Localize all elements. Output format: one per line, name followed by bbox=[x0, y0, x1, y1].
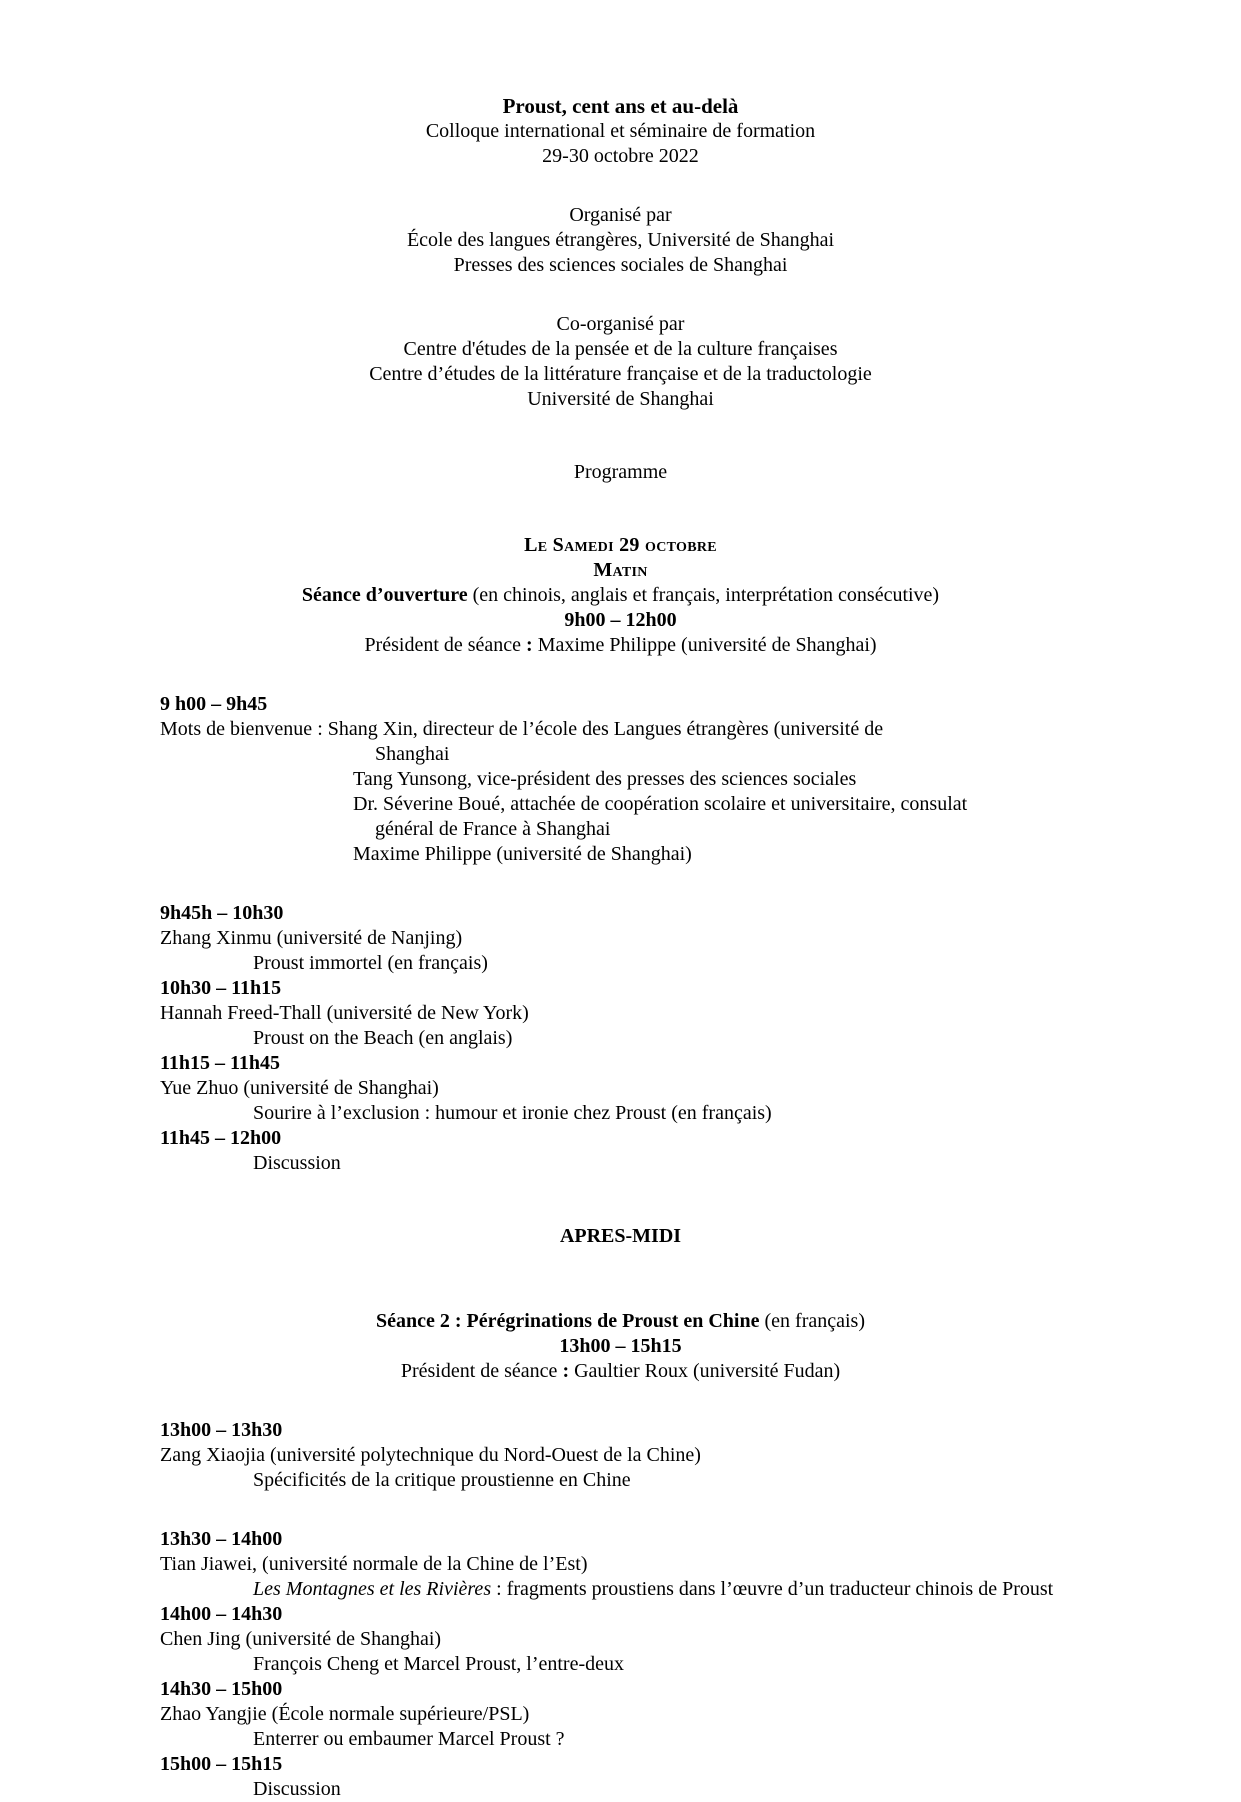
opening-session-time: 9h00 – 12h00 bbox=[564, 609, 677, 631]
chair-label: Président de séance bbox=[364, 634, 522, 656]
opening-session-note: (en chinois, anglais et français, interprétation consécutive) bbox=[467, 584, 940, 606]
coorganizer-line: Centre d’études de la littérature française et de la traductologie bbox=[369, 363, 872, 385]
coorganized-by-label: Co-organisé par bbox=[556, 313, 685, 335]
talk-title-line: François Cheng et Marcel Proust, l’entre-deux bbox=[253, 1653, 625, 1675]
talk-title-rest: : fragments proustiens dans l’œuvre d’un traducteur chinois de Proust bbox=[491, 1578, 1054, 1600]
slot-time-label: 10h30 – 11h15 bbox=[160, 977, 282, 999]
time-slot bbox=[160, 1752, 1081, 1802]
page-subtitle: Colloque international et séminaire de formation bbox=[425, 120, 816, 142]
afternoon-heading: APRES-MIDI bbox=[559, 1225, 682, 1247]
session2-title: Séance 2 : Pérégrinations de Proust en Chine bbox=[376, 1310, 760, 1332]
coorganizer-line: Centre d'études de la pensée et de la culture françaises bbox=[403, 338, 838, 360]
time-slot bbox=[160, 1126, 1081, 1176]
speaker-line: Chen Jing (université de Shanghai) bbox=[160, 1628, 442, 1650]
speaker-line: Zang Xiaojia (université polytechnique du Nord-Ouest de la Chine) bbox=[160, 1444, 701, 1466]
welcome-line: Shanghai bbox=[375, 743, 450, 765]
slot-time-label: 14h30 – 15h00 bbox=[160, 1678, 283, 1700]
programme-heading: Programme bbox=[573, 461, 668, 483]
page-dates: 29-30 octobre 2022 bbox=[542, 145, 699, 167]
session-chair bbox=[160, 1359, 1081, 1384]
opening-session-title-line bbox=[160, 583, 1081, 608]
speaker-line: Yue Zhuo (université de Shanghai) bbox=[160, 1077, 439, 1099]
talk-title-line bbox=[160, 1577, 1081, 1602]
speaker-line: Zhang Xinmu (université de Nanjing) bbox=[160, 927, 463, 949]
time-slot bbox=[160, 1527, 1081, 1602]
opening-session-title: Séance d’ouverture bbox=[301, 584, 468, 606]
coorganizer-line: Université de Shanghai bbox=[527, 388, 714, 410]
speaker-line: Tian Jiawei, (université normale de la Chine de l’Est) bbox=[160, 1553, 588, 1575]
page-title: Proust, cent ans et au-delà bbox=[502, 94, 739, 118]
slot-time-label: 11h45 – 12h00 bbox=[160, 1127, 282, 1149]
organized-by-label: Organisé par bbox=[569, 204, 672, 226]
time-slot bbox=[160, 692, 1081, 867]
discussion-line: Discussion bbox=[253, 1778, 341, 1800]
chair-name: Maxime Philippe (université de Shanghai) bbox=[537, 634, 877, 656]
slot-time-label: 13h00 – 13h30 bbox=[160, 1419, 283, 1441]
talk-title-line: Sourire à l’exclusion : humour et ironie chez Proust (en français) bbox=[253, 1102, 772, 1124]
time-slot bbox=[160, 901, 1081, 976]
slot-time-label: 15h00 – 15h15 bbox=[160, 1753, 283, 1775]
talk-title-line: Spécificités de la critique proustienne en Chine bbox=[253, 1469, 631, 1491]
time-slot bbox=[160, 1602, 1081, 1677]
morning-heading: Matin bbox=[593, 559, 648, 581]
chair-name: Gaultier Roux (université Fudan) bbox=[574, 1360, 841, 1382]
session2-title-line bbox=[160, 1309, 1081, 1334]
slot-time-label: 9h45h – 10h30 bbox=[160, 902, 284, 924]
speaker-line: Hannah Freed-Thall (université de New York) bbox=[160, 1002, 529, 1024]
discussion-line: Discussion bbox=[253, 1152, 341, 1174]
slot-time-label: 13h30 – 14h00 bbox=[160, 1528, 283, 1550]
time-slot bbox=[160, 976, 1081, 1051]
slot-time-label: 9 h00 – 9h45 bbox=[160, 693, 268, 715]
welcome-line: Maxime Philippe (université de Shanghai) bbox=[353, 843, 692, 865]
session-chair bbox=[160, 633, 1081, 658]
talk-title-italic: Les Montagnes et les Rivières bbox=[253, 1578, 492, 1600]
talk-title-line: Enterrer ou embaumer Marcel Proust ? bbox=[253, 1728, 565, 1750]
slot-time-label: 14h00 – 14h30 bbox=[160, 1603, 283, 1625]
session2-time: 13h00 – 15h15 bbox=[559, 1335, 682, 1357]
talk-title-line: Proust on the Beach (en anglais) bbox=[253, 1027, 513, 1049]
chair-colon: : bbox=[526, 634, 533, 656]
organizer-line: École des langues étrangères, Université de Shanghai bbox=[406, 229, 835, 251]
welcome-line: Tang Yunsong, vice-président des presses des sciences sociales bbox=[353, 768, 857, 790]
session2-note: (en français) bbox=[759, 1310, 865, 1332]
welcome-line: Mots de bienvenue : Shang Xin, directeur de l’école des Langues étrangères (université de bbox=[160, 718, 884, 740]
time-slot bbox=[160, 1051, 1081, 1126]
chair-label: Président de séance bbox=[400, 1360, 558, 1382]
speaker-line: Zhao Yangjie (École normale supérieure/PSL) bbox=[160, 1703, 530, 1725]
time-slot bbox=[160, 1418, 1081, 1493]
day-heading: Le Samedi 29 octobre bbox=[524, 534, 717, 556]
chair-colon: : bbox=[562, 1360, 570, 1382]
time-slot bbox=[160, 1677, 1081, 1752]
talk-title-line: Proust immortel (en français) bbox=[253, 952, 488, 974]
welcome-line: Dr. Séverine Boué, attachée de coopération scolaire et universitaire, consulat bbox=[353, 793, 968, 815]
slot-time-label: 11h15 – 11h45 bbox=[160, 1052, 281, 1074]
welcome-line: général de France à Shanghai bbox=[375, 818, 611, 840]
organizer-line: Presses des sciences sociales de Shanghai bbox=[453, 254, 788, 276]
